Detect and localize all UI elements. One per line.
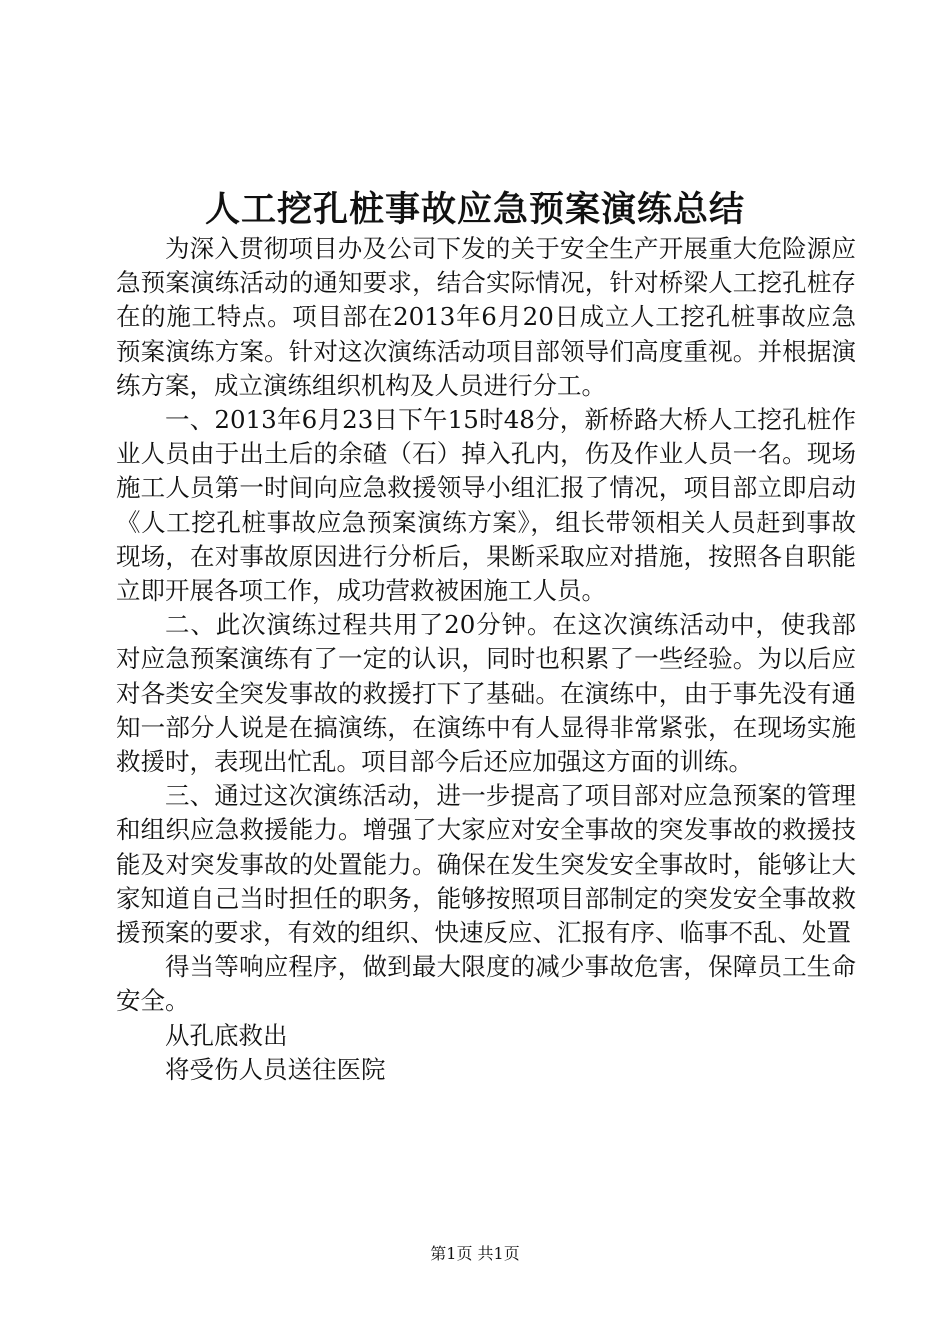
document-body xyxy=(116,232,856,1087)
paragraph-section-2: 二、此次演练过程共用了20分钟。在这次演练活动中，使我部对应急预案演练有了一定的认识，同时也积累了一些经验。为以后应对各类安全突发事故的救援打下了基础。在演练中，由于事先没有通知一部分人说是在搞演练，在演练中有人显得非常紧张，在现场实施救援时，表现出忙乱。项目部今后还应加强这方面的训练。 xyxy=(116,610,856,777)
paragraph-note-hospital: 将受伤人员送往医院 xyxy=(165,1054,386,1084)
paragraph-intro: 为深入贯彻项目办及公司下发的关于安全生产开展重大危险源应急预案演练活动的通知要求，结合实际情况，针对桥梁人工挖孔桩存在的施工特点。项目部在2013年6月20日成立人工挖孔桩事故应急预案演练方案。针对这次演练活动项目部领导们高度重视。并根据演练方案，成立演练组织机构及人员进行分工。 xyxy=(116,234,856,400)
paragraph-section-3: 三、通过这次演练活动，进一步提高了项目部对应急预案的管理和组织应急救援能力。增强了大家应对安全事故的突发事故的救援技能及对突发事故的处置能力。确保在发生突发安全事故时，能够让大家知道自己当时担任的职务，能够按照项目部制定的突发安全事故救援预案的要求，有效的组织、快速反应、汇报有序、临事不乱、处置 xyxy=(116,781,856,948)
paragraph-section-1: 一、2013年6月23日下午15时48分，新桥路大桥人工挖孔桩作业人员由于出土后的余碴（石）掉入孔内，伤及作业人员一名。现场施工人员第一时间向应急救援领导小组汇报了情况，项目部立即启动《人工挖孔桩事故应急预案演练方案》，组长带领相关人员赶到事故现场，在对事故原因进行分析后，果断采取应对措施，按照各自职能立即开展各项工作，成功营救被困施工人员。 xyxy=(116,405,856,606)
page-number-footer: 第1页 共1页 xyxy=(430,1244,520,1263)
paragraph-continuation: 得当等响应程序，做到最大限度的减少事故危害，保障员工生命安全。 xyxy=(116,952,856,1016)
paragraph-note-rescue: 从孔底救出 xyxy=(165,1020,288,1050)
document-title: 人工挖孔桩事故应急预案演练总结 xyxy=(204,189,745,230)
